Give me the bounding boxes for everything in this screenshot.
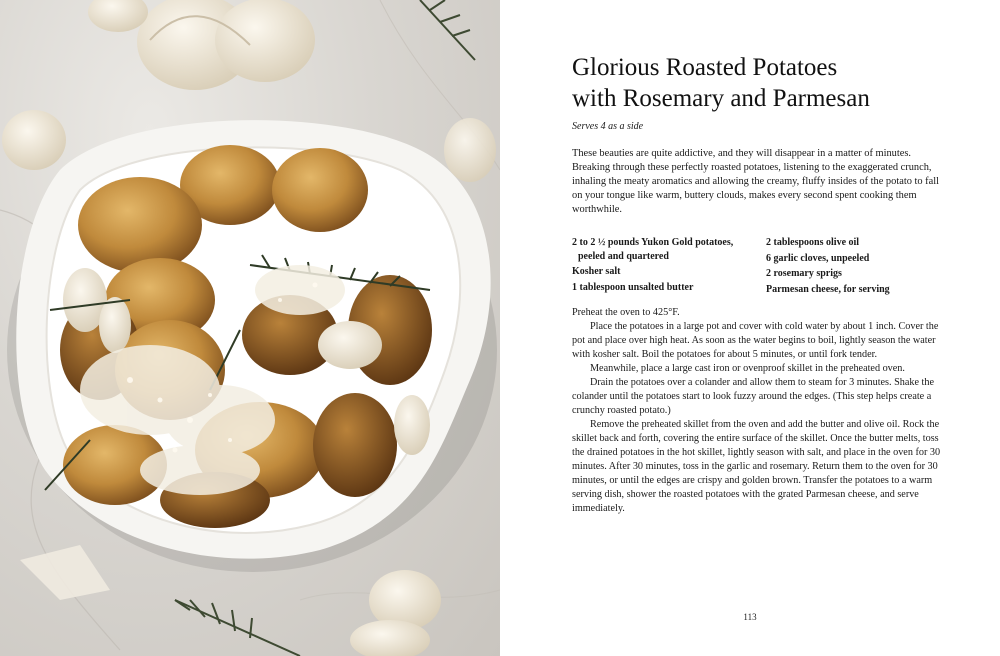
ingredient-text: 1 tablespoon unsalted butter [572, 281, 694, 293]
ingredient-item [572, 265, 766, 279]
ingredient-item: 6 garlic cloves, unpeeled [766, 252, 870, 264]
ingredient-text-continued: peeled and quartered [578, 250, 669, 262]
serves-note: Serves 4 as a side [572, 121, 644, 132]
ingredients-column-left [572, 236, 766, 298]
method-steps [572, 306, 946, 516]
ingredient-item: Parmesan cheese, for serving [766, 283, 890, 295]
ingredient-item [572, 236, 766, 263]
ingredient-item [572, 281, 766, 295]
method-step: Remove the preheated skillet from the oven and add the butter and olive oil. Rock the skillet back and forth, covering the entire surface of the skillet. Once the butter melts, toss the drained potatoes in the hot skillet, lightly season with salt, and place in the oven for 30 minutes. After 30 minutes, toss in the garlic and rosemary. Return them to the oven for 30 minutes, or until the edges are crispy and golden brown. Transfer the potatoes to a warm serving dish, shower the roasted potatoes with the grated Parmesan cheese, and serve immediately. [572, 419, 941, 514]
method-step: Drain the potatoes over a colander and allow them to steam for 3 minutes. Shake the colander until the potatoes start to look fuzzy around the edges. (This step helps create a crunchy roasted potato.) [572, 377, 935, 416]
ingredient-item: 2 tablespoons olive oil [766, 237, 860, 248]
recipe-title-line2: with Rosemary and Parmesan [572, 85, 870, 112]
ingredients-column-right [766, 236, 890, 298]
page-number: 113 [743, 612, 757, 622]
method-step: Meanwhile, place a large cast iron or ovenproof skillet in the preheated oven. [590, 363, 905, 374]
ingredients-list [572, 236, 944, 298]
recipe-page [500, 0, 1000, 656]
method-step: Preheat the oven to 425°F. [572, 307, 680, 318]
recipe-intro: These beauties are quite addictive, and they will disappear in a matter of minutes. Breaking through these perfectly roasted potatoes, listening to the exaggerated crunch, inhaling the meaty aromatics and allowing the creamy, fluffy insides of the potato to fall on your tongue like warm, buttery clouds, makes every second spent cooking them worthwhile. [572, 148, 940, 215]
recipe-title-line1: Glorious Roasted Potatoes [572, 54, 838, 81]
recipe-title [572, 52, 952, 114]
ingredient-text: 2 to 2 ½ pounds Yukon Gold potatoes, [572, 237, 734, 248]
ingredient-text: Kosher salt [572, 266, 621, 278]
ingredient-item: 2 rosemary sprigs [766, 268, 842, 280]
method-step: Place the potatoes in a large pot and cover with cold water by about 1 inch. Cover the pot and place over high heat. As soon as the water begins to boil, lightly season the water with kosher salt. Boil the potatoes for about 5 minutes, or until fork tender. [572, 321, 939, 360]
